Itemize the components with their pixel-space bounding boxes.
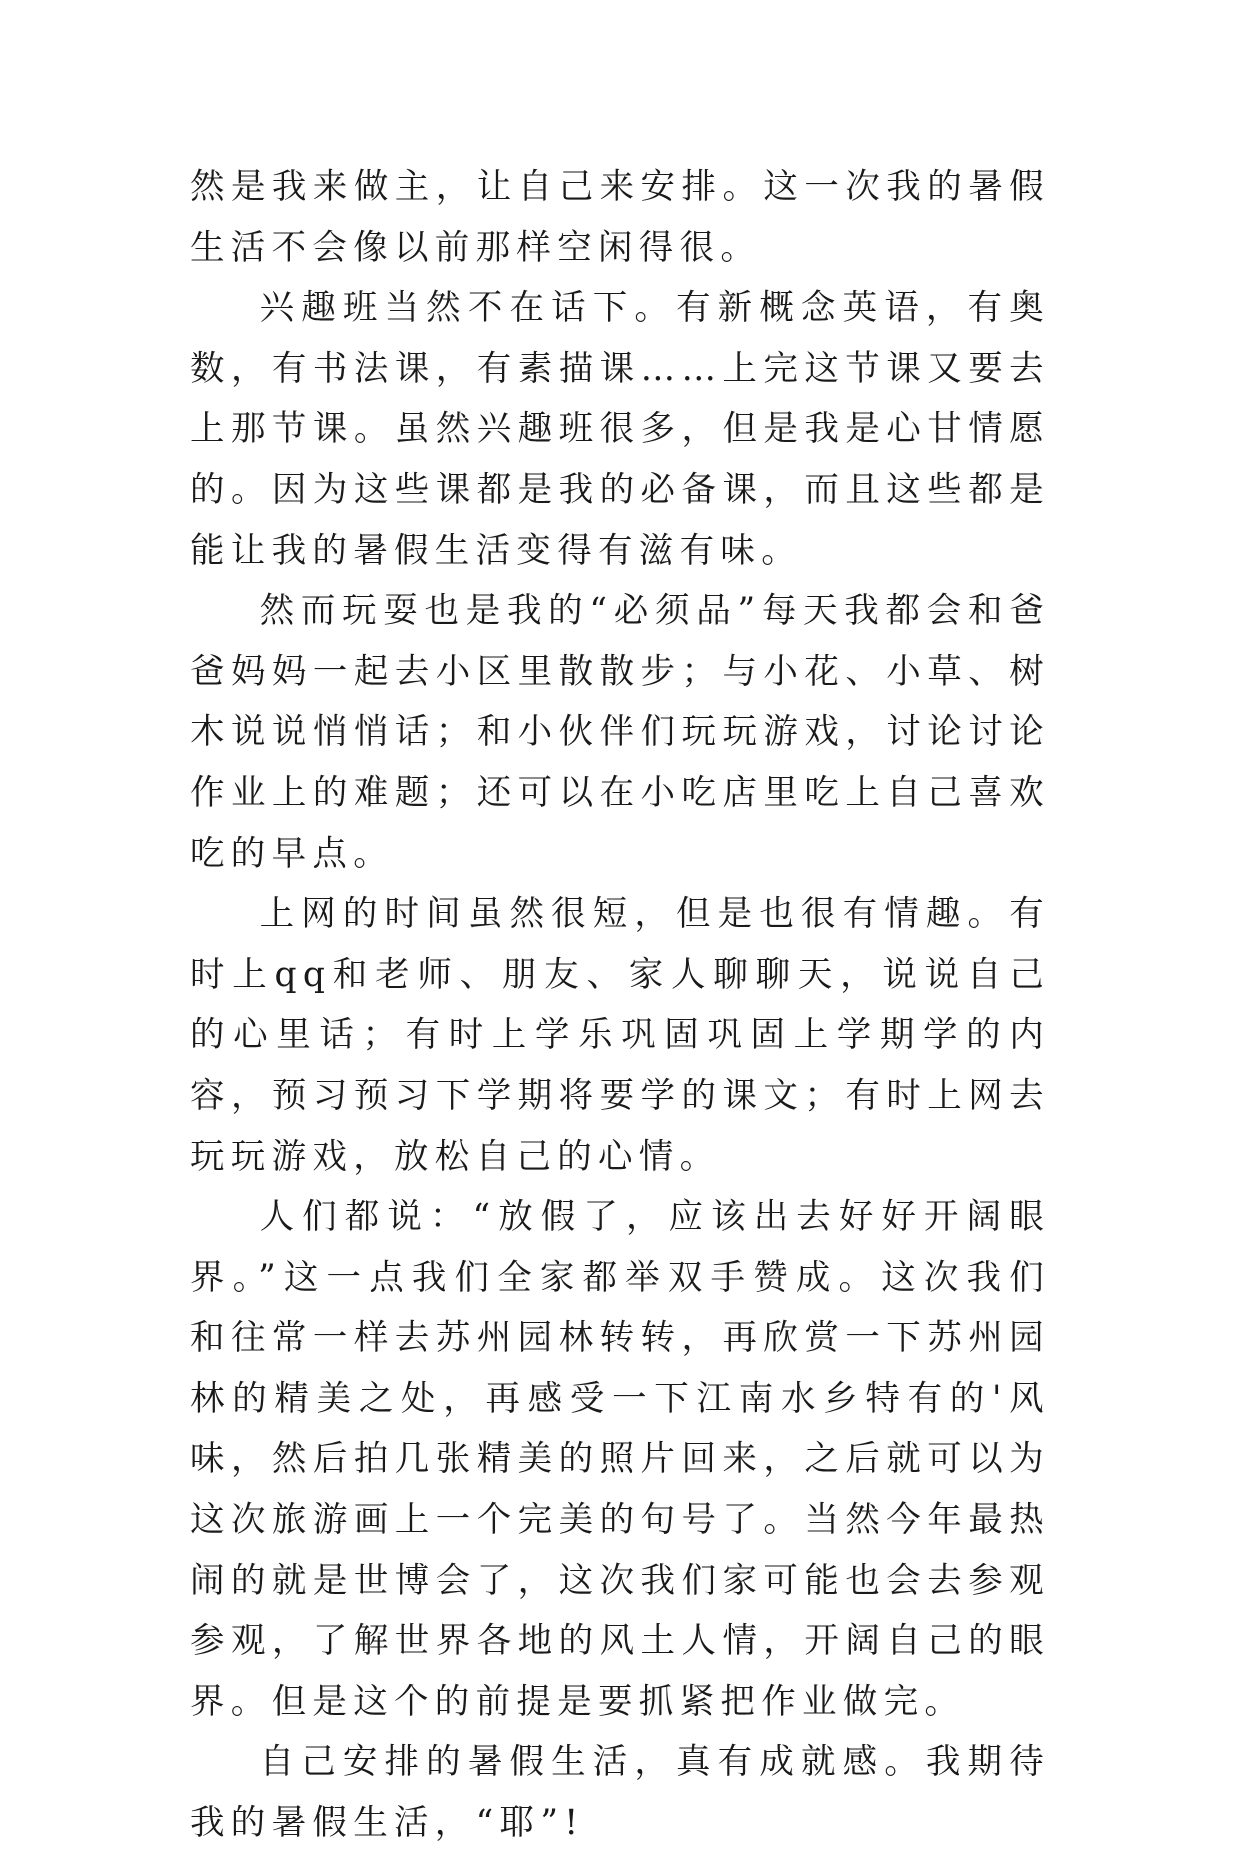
paragraph-2: 兴趣班当然不在话下。有新概念英语，有奥数，有书法课，有素描课……上完这节课又要去上那节课。虽然兴趣班很多，但是我是心甘情愿的。因为这些课都是我的必备课，而且这些都是能让我的暑假生活变得有滋有味。 [190,288,1050,571]
paragraph-5: 人们都说：“放假了，应该出去好好开阔眼界。”这一点我们全家都举双手赞成。这次我们和往常一样去苏州园林转转，再欣赏一下苏州园林的精美之处，再感受一下江南水乡特有的'风味，然后拍几张精美的照片回来，之后就可以为这次旅游画上一个完美的句号了。当然今年最热闹的就是世博会了，这次我们家可能也会去参观参观，了解世界各地的风土人情，开阔自己的眼界。但是这个的前提是要抓紧把作业做完。 [190,1197,1050,1722]
document-body [190,157,1050,1854]
paragraph-1: 然是我来做主，让自己来安排。这一次我的暑假生活不会像以前那样空闲得很。 [190,167,1050,268]
paragraph-3: 然而玩耍也是我的“必须品”每天我都会和爸爸妈妈一起去小区里散散步；与小花、小草、树木说说悄悄话；和小伙伴们玩玩游戏，讨论讨论作业上的难题；还可以在小吃店里吃上自己喜欢吃的早点。 [190,591,1050,874]
paragraph-6: 自己安排的暑假生活，真有成就感。我期待我的暑假生活，“耶”! [190,1742,1050,1844]
paragraph-4: 上网的时间虽然很短，但是也很有情趣。有时上qq和老师、朋友、家人聊聊天，说说自己的心里话；有时上学乐巩固巩固上学期学的内容，预习预习下学期将要学的课文；有时上网去玩玩游戏，放松自己的心情。 [190,894,1050,1177]
